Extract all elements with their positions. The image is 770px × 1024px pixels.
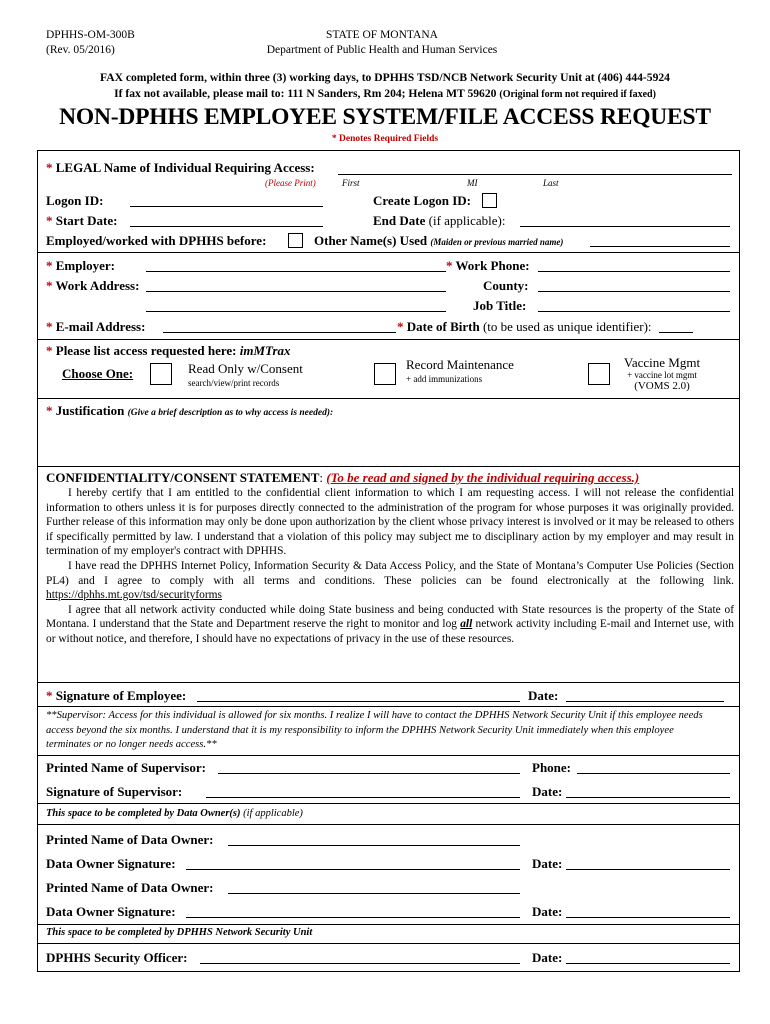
please-print-note: (Please Print) <box>265 178 316 188</box>
section-divider <box>37 755 740 756</box>
vaccine-mgmt-voms: (VOMS 2.0) <box>634 380 690 392</box>
last-name-caption: Last <box>543 178 559 188</box>
employed-before-label: Employed/worked with DPHHS before: <box>46 233 267 248</box>
email-label: * E-mail Address: <box>46 319 146 334</box>
security-officer-label: DPHHS Security Officer: <box>46 950 188 965</box>
printed-supervisor-input[interactable] <box>218 773 520 774</box>
job-title-input[interactable] <box>538 311 730 312</box>
record-maintenance-checkbox[interactable] <box>374 363 396 385</box>
employee-date-input[interactable] <box>566 701 724 702</box>
supervisor-note: **Supervisor: Access for this individual is allowed for six months. I realize I will have to contact the DPHHS Network Security Unit if this employee needs access beyond the six months. I understand that it is my responsibility to inform the DPHHS Network Security Unit immediately when this employee terminates or no longer needs access.** <box>46 710 703 750</box>
choose-one-label: Choose One: <box>62 366 134 381</box>
other-names-input[interactable] <box>590 246 730 247</box>
section-divider <box>37 803 740 804</box>
supervisor-signature-label: Signature of Supervisor: <box>46 784 183 799</box>
consent-paragraph-1: I hereby certify that I am entitled to the confidential client information to which I am requesting access. I will not release the confidential information to others unless it is for purposes directly connected to the administration of the program for whose purposes it was originally provided. Further release of this information may only be done upon authorization by the client whose privacy interest is involved or it may be released to others if specifically permitted by law. I understand that a violation of this policy may subject me to disciplinary action by my employer and may result in termination of my employer's contract with DPHHS. <box>46 487 734 558</box>
mail-note: (Original form not required if faxed) <box>499 89 656 100</box>
employer-input[interactable] <box>146 271 446 272</box>
section-divider <box>37 339 740 340</box>
vaccine-mgmt-option: Vaccine Mgmt <box>623 355 701 370</box>
work-phone-label: * Work Phone: <box>446 258 530 273</box>
section-divider <box>37 924 740 925</box>
section-divider <box>37 466 740 467</box>
justification-input[interactable] <box>46 420 732 464</box>
end-date-label: End Date (if applicable): <box>373 213 506 228</box>
create-logon-checkbox[interactable] <box>482 193 497 208</box>
fax-instructions: FAX completed form, within three (3) working days, to DPHHS TSD/NCB Network Security Unit at (406) 444-5924 <box>100 71 670 84</box>
consent-paragraph-3: I agree that all network activity conducted while doing State business and being conducted with State resources is the property of the State of Montana. I understand that the State and Department reserve the right to monitor and log all network activity including E-mail and Internet use, with or without notice, and therefore, I should have no expectations of privacy in the use of these resources. <box>46 603 734 645</box>
logon-id-label: Logon ID: <box>46 193 104 208</box>
email-input[interactable] <box>163 332 396 333</box>
county-input[interactable] <box>538 291 730 292</box>
section-divider <box>37 252 740 253</box>
first-name-caption: First <box>342 178 360 188</box>
employer-label: * Employer: <box>46 258 115 273</box>
security-date-input[interactable] <box>566 963 730 964</box>
security-date-label: Date: <box>532 950 563 965</box>
work-address-label: * Work Address: <box>46 278 140 293</box>
required-note: * Denotes Required Fields <box>331 134 439 144</box>
read-only-option: Read Only w/Consent <box>188 361 303 376</box>
start-date-label: * Start Date: <box>46 213 118 228</box>
agency-block <box>232 28 532 58</box>
end-date-input[interactable] <box>520 226 730 227</box>
employee-signature-input[interactable] <box>197 701 520 702</box>
create-logon-label: Create Logon ID: <box>373 193 471 208</box>
county-label: County: <box>483 278 529 293</box>
start-date-input[interactable] <box>130 226 323 227</box>
vaccine-mgmt-checkbox[interactable] <box>588 363 610 385</box>
legal-name-input[interactable] <box>338 174 732 175</box>
form-title: NON-DPHHS EMPLOYEE SYSTEM/FILE ACCESS REQUEST <box>59 104 711 130</box>
other-names-label: Other Name(s) Used (Maiden or previous married name) <box>314 233 564 248</box>
form-id: DPHHS-OM-300B <box>46 29 135 41</box>
read-only-checkbox[interactable] <box>150 363 172 385</box>
printed-supervisor-label: Printed Name of Supervisor: <box>46 760 206 775</box>
work-phone-input[interactable] <box>538 271 730 272</box>
owner-signature-label-1: Data Owner Signature: <box>46 856 176 871</box>
mail-address: If fax not available, please mail to: 111 N Sanders, Rm 204; Helena MT 59620 <box>114 87 497 100</box>
state-name: STATE OF MONTANA <box>326 29 438 41</box>
section-divider <box>37 398 740 399</box>
printed-owner-label-2: Printed Name of Data Owner: <box>46 880 214 895</box>
owner-signature-input-1[interactable] <box>186 869 520 870</box>
section-divider <box>37 706 740 707</box>
dob-label: * Date of Birth (to be used as unique identifier): <box>397 319 652 334</box>
printed-owner-input-1[interactable] <box>228 845 520 846</box>
security-officer-input[interactable] <box>200 963 520 964</box>
consent-paragraph-2: I have read the DPHHS Internet Policy, Information Security & Data Access Policy, and the State of Montana’s Computer Use Policies (Section PL4) and I agree to comply with all terms and conditions. These policies can be found electronically at the following link. https://dphhs.mt.gov/tsd/securityforms <box>46 559 734 602</box>
owner-date-label-2: Date: <box>532 904 563 919</box>
work-address-input[interactable] <box>146 291 446 292</box>
justification-label: * Justification (Give a brief description as to why access is needed): <box>46 403 334 418</box>
consent-text <box>46 486 734 647</box>
supervisor-signature-input[interactable] <box>206 797 520 798</box>
consent-heading: CONFIDENTIALITY/CONSENT STATEMENT: (To be read and signed by the individual requiring access.) <box>46 470 640 485</box>
printed-owner-input-2[interactable] <box>228 893 520 894</box>
dob-input[interactable] <box>659 332 693 333</box>
record-maintenance-description: + add immunizations <box>406 374 483 384</box>
access-label: * Please list access requested here: imMTrax <box>46 343 291 358</box>
employee-date-label: Date: <box>528 688 559 703</box>
read-only-description: search/view/print records <box>188 378 280 388</box>
form-revision: (Rev. 05/2016) <box>46 44 115 56</box>
mail-instructions <box>0 87 770 100</box>
department-name: Department of Public Health and Human Services <box>266 44 498 56</box>
section-divider <box>37 824 740 825</box>
supervisor-date-input[interactable] <box>566 797 730 798</box>
supervisor-date-label: Date: <box>532 784 563 799</box>
employed-before-checkbox[interactable] <box>288 233 303 248</box>
legal-name-label: * LEGAL Name of Individual Requiring Access: <box>46 160 315 175</box>
work-address-line2-input[interactable] <box>146 311 446 312</box>
logon-id-input[interactable] <box>130 206 323 207</box>
security-unit-note: This space to be completed by DPHHS Network Security Unit <box>46 927 313 938</box>
owner-date-input-2[interactable] <box>566 917 730 918</box>
section-divider <box>37 943 740 944</box>
printed-owner-label-1: Printed Name of Data Owner: <box>46 832 214 847</box>
security-forms-link[interactable]: https://dphhs.mt.gov/tsd/securityforms <box>46 589 222 602</box>
data-owner-note: This space to be completed by Data Owner(s) (if applicable) <box>46 808 303 819</box>
owner-signature-input-2[interactable] <box>186 917 520 918</box>
form-id-block <box>46 28 135 58</box>
owner-date-input-1[interactable] <box>566 869 730 870</box>
supervisor-phone-input[interactable] <box>577 773 730 774</box>
owner-signature-label-2: Data Owner Signature: <box>46 904 176 919</box>
record-maintenance-option: Record Maintenance <box>406 357 514 372</box>
employee-signature-label: * Signature of Employee: <box>46 688 187 703</box>
section-divider <box>37 682 740 683</box>
middle-initial-caption: MI <box>467 178 478 188</box>
phone-label: Phone: <box>532 760 571 775</box>
vaccine-mgmt-description: + vaccine lot mgmt <box>627 370 697 380</box>
owner-date-label-1: Date: <box>532 856 563 871</box>
job-title-label: Job Title: <box>473 298 527 313</box>
